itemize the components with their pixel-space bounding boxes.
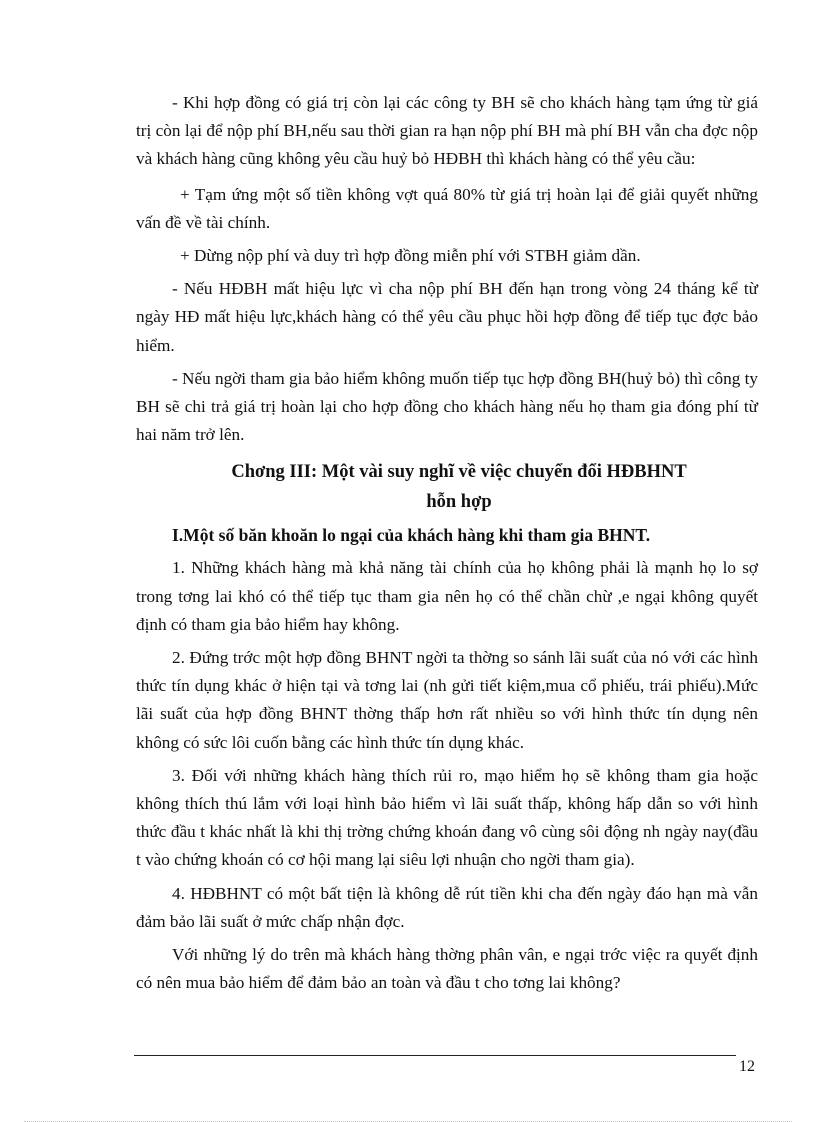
paragraph-option-paidup: + Dừng nộp phí và duy trì hợp đồng miễn phí với STBH giảm dần. [180, 246, 641, 266]
paragraph-option-advance: + Tạm ứng một số tiền không vợt quá 80% từ giá trị hoàn lại để giải quyết những vấn đề về tài chính. [136, 184, 758, 232]
page-content [136, 89, 758, 997]
paragraph-concern-1: 1. Những khách hàng mà khả năng tài chính của họ không phải là mạnh họ lo sợ trong tơng lai khó có thể tiếp tục tham gia nên họ có thể chần chừ ,e ngại không quyết định có tham gia bảo hiểm hay không. [136, 558, 758, 634]
paragraph-reinstatement: - Nếu HĐBH mất hiệu lực vì cha nộp phí BH đến hạn trong vòng 24 tháng kể từ ngày HĐ mất hiệu lực,khách hàng có thể yêu cầu phục hồi hợp đồng để tiếp tục đợc bảo hiểm. [136, 279, 758, 355]
paragraph-concern-4: 4. HĐBHNT có một bất tiện là không dễ rút tiền khi cha đến ngày đáo hạn mà vẫn đảm bảo lãi suất ở mức chấp nhận đợc. [136, 883, 758, 931]
chapter-heading-line1: Chơng III: Một vài suy nghĩ về việc chuyển đổi HĐBHNT [231, 462, 687, 483]
paragraph-advance-premium: - Khi hợp đồng có giá trị còn lại các công ty BH sẽ cho khách hàng tạm ứng từ giá trị còn lại để nộp phí BH,nếu sau thời gian ra hạn nộp phí BH mà phí BH vẫn cha đợc nộp và khách hàng cũng không yêu cầu huỷ bỏ HĐBH thì khách hàng có thể yêu cầu: [136, 93, 758, 169]
paragraph-concern-2: 2. Đứng trớc một hợp đồng BHNT ngời ta thờng so sánh lãi suất của nó với các hình thức tín dụng khác ở hiện tại và tơng lai (nh gửi tiết kiệm,mua cổ phiếu, trái phiếu).Mức lãi suất của hợp đồng BHNT thờng thấp hơn rất nhiều so với hình thức tín dụng nên không có sức lôi cuốn bằng các hình thức tín dụng khác. [136, 648, 758, 752]
paragraph-conclusion: Với những lý do trên mà khách hàng thờng phân vân, e ngại trớc việc ra quyết định có nên mua bảo hiểm để đảm bảo an toàn và đầu t cho tơng lai không? [136, 945, 758, 993]
paragraph-surrender: - Nếu ngời tham gia bảo hiểm không muốn tiếp tục hợp đồng BH(huỷ bỏ) thì công ty BH sẽ chi trả giá trị hoàn lại cho hợp đồng cho khách hàng nếu họ tham gia đóng phí từ hai năm trở lên. [136, 368, 758, 445]
page-number: 12 [739, 1058, 755, 1075]
section-heading: I.Một số băn khoăn lo ngại của khách hàng khi tham gia BHNT. [172, 525, 651, 546]
chapter-heading [136, 457, 758, 517]
paragraph-concern-3: 3. Đối với những khách hàng thích rủi ro, mạo hiểm họ sẽ không tham gia hoặc không thích thú lắm với loại hình bảo hiểm vì lãi suất thấp, không hấp dẫn so với hình thức đầu t khác nhất là khi thị trờng chứng khoán đang vô cùng sôi động nh ngày nay(đầu t vào chứng khoán có cơ hội mang lại siêu lợi nhuận cho ngời tham gia). [136, 765, 758, 870]
chapter-heading-line2: hỗn hợp [426, 492, 492, 513]
page-bottom-border [24, 1121, 792, 1122]
footer-divider [134, 1055, 736, 1056]
